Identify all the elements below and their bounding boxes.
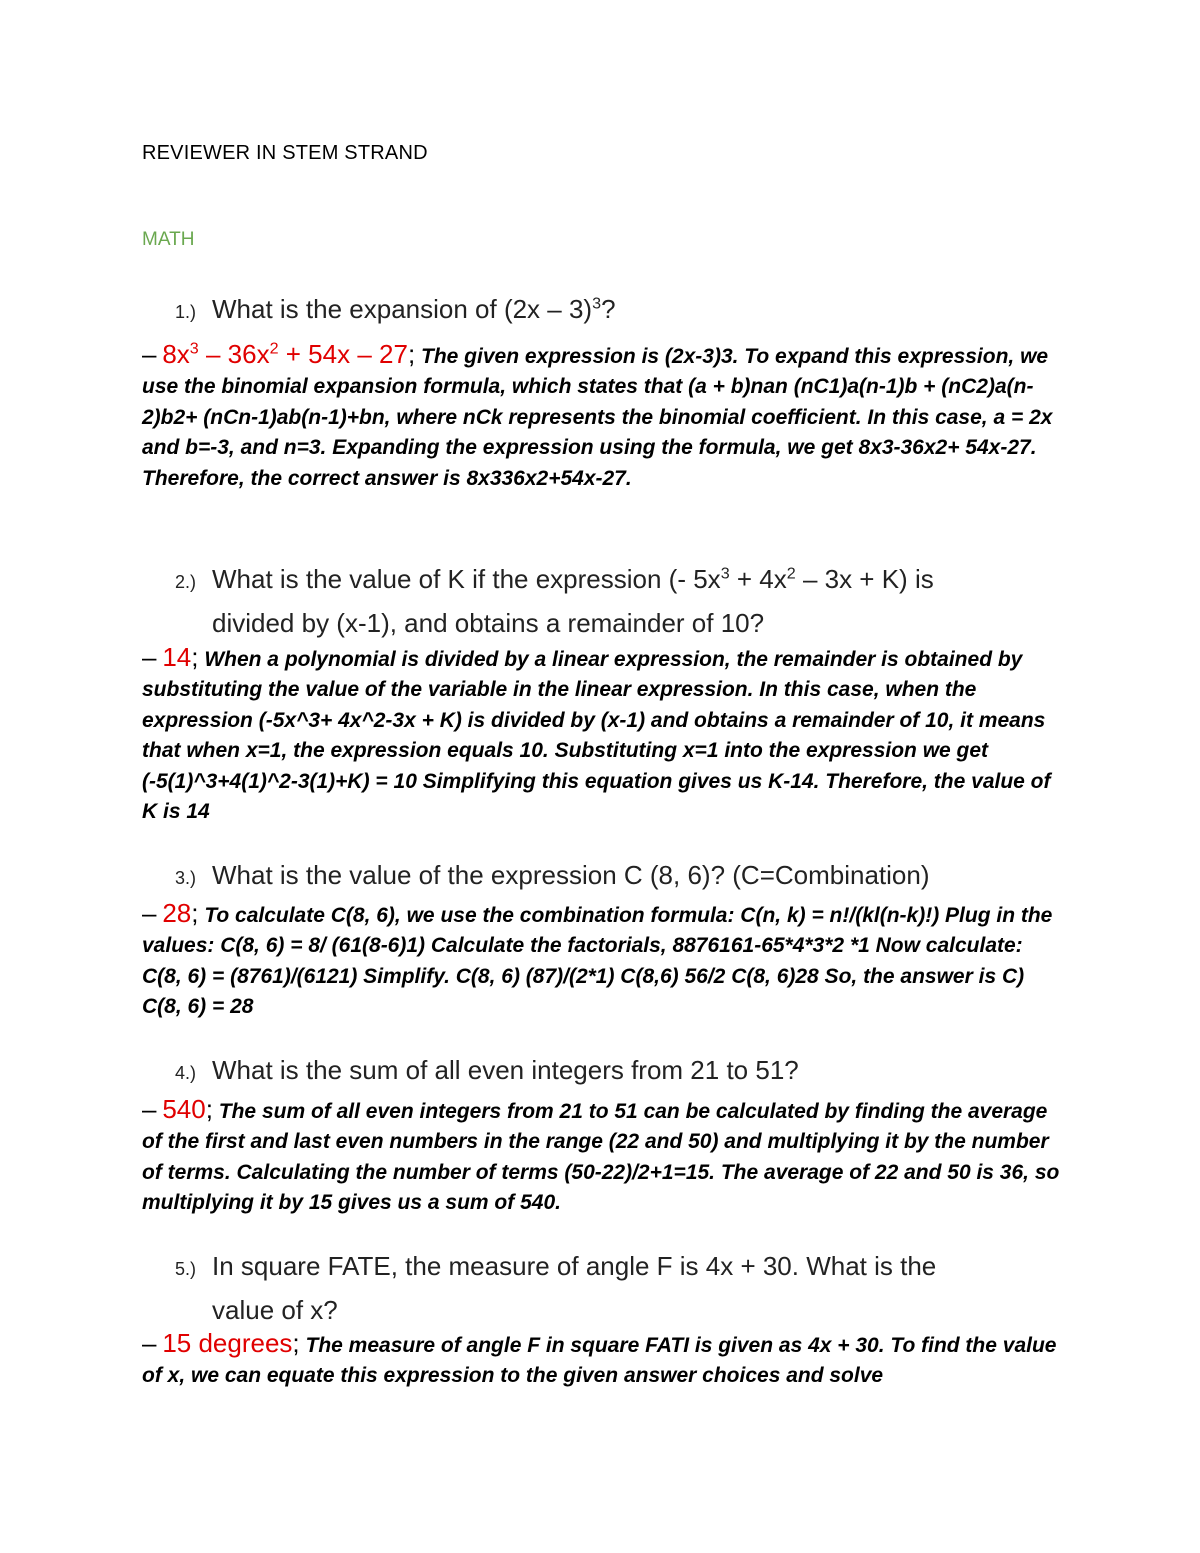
question-3	[175, 855, 1055, 899]
question-number: 2.)	[175, 572, 197, 592]
answer-semicolon: ;	[191, 642, 199, 672]
question-5	[175, 1246, 1055, 1331]
question-text: What is the value of K if the expression (- 5x	[212, 564, 721, 594]
question-text: What is the sum of all even integers from 21 to 51?	[212, 1055, 799, 1085]
answer-explanation: The measure of angle F in square FATI is given as 4x + 30. To find the value of x, we can equate this expression to the given answer choices and solve	[142, 1334, 1057, 1388]
answer-4	[142, 1094, 1062, 1219]
answer-dash: –	[142, 1094, 157, 1124]
answer-semicolon: ;	[205, 1094, 213, 1124]
answer-dash: –	[142, 339, 157, 369]
answer-2	[142, 642, 1062, 827]
question-1	[175, 289, 1055, 333]
exponent: 3	[592, 294, 602, 313]
answer-5	[142, 1328, 1062, 1392]
answer-explanation: The sum of all even integers from 21 to 51 can be calculated by finding the average of the first and last even numbers in the range (22 and 50) and multiplying it by the number of terms. Calculating the number of terms (50-22)/2+1=15. The average of 22 and 50 is 36, so multiplying it by 15 gives us a sum of 540.	[142, 1100, 1060, 1215]
page-title: REVIEWER IN STEM STRAND	[142, 142, 428, 164]
answer-dash: –	[142, 642, 157, 672]
question-number: 4.)	[175, 1063, 197, 1083]
answer-explanation: When a polynomial is divided by a linear expression, the remainder is obtained by substituting the value of the variable in the linear expression. In this case, when the expression (-5x^3+ 4x^2-3x + K) is divided by (x-1) and obtains a remainder of 10, it means that when x=1, the expression equals 10. Substituting x=1 into the expression we get (-5(1)^3+4(1)^2-3(1)+K) = 10 Simplifying this equation gives us K-14. Therefore, the value of K is 14	[142, 648, 1051, 824]
answer-dash: –	[142, 898, 157, 928]
answer-3	[142, 898, 1062, 1023]
question-number: 1.)	[175, 302, 197, 322]
section-heading-math: MATH	[142, 229, 195, 250]
question-number: 5.)	[175, 1259, 197, 1279]
question-text: ?	[601, 294, 616, 324]
question-text: value of x?	[212, 1295, 338, 1325]
answer-value: 14	[162, 642, 192, 672]
answer-explanation: To calculate C(8, 6), we use the combination formula: C(n, k) = n!/(kl(n-k)!) Plug in the values: C(8, 6) = 8/ (61(8-6)1) Calculate the factorials, 8876161-65*4*3*2 *1 Now calculate: C(8, 6) = (8761)/(6121) Simplify. C(8, 6) (87)/(2*1) C(8,6) 56/2 C(8, 6)28 So, the answer is C) C(8, 6) = 28	[142, 904, 1053, 1019]
question-number: 3.)	[175, 868, 197, 888]
exponent: 3	[720, 564, 730, 583]
answer-value: 28	[162, 898, 192, 928]
question-2: 2.) What is the value of K if the expression (- $5x^3 + 4x^2 - 3x + K$) is divided by (x-1), and obtains a remainder of 10?	[175, 559, 1055, 644]
question-text: What is the value of the expression C (8, 6)? (C=Combination)	[212, 860, 930, 890]
answer-semicolon: ;	[292, 1328, 300, 1358]
answer-value: $8x^3 - 36x^2 + 54x - 27$	[162, 339, 408, 369]
question-text: divided by (x-1), and obtains a remainder of 10?	[212, 608, 765, 638]
answer-dash: –	[142, 1328, 157, 1358]
question-text: In square FATE, the measure of angle F is 4x + 30. What is the	[212, 1251, 937, 1281]
exponent: 2	[786, 564, 796, 583]
answer-semicolon: ;	[191, 898, 199, 928]
question-4	[175, 1050, 1055, 1094]
answer-1	[142, 339, 1062, 494]
question-text: What is the expansion of (2x – 3)	[212, 294, 593, 324]
answer-semicolon: ;	[407, 339, 416, 369]
answer-explanation: The given expression is (2x-3)3. To expand this expression, we use the binomial expansion formula, which states that (a + b)nan (nC1)a(n-1)b + (nC2)a(n-2)b2+ (nCn-1)ab(n-1)+bn, where nCk represents the binomial coefficient. In this case, a = 2x and b=-3, and n=3. Expanding the expression using the formula, we get 8x3-36x2+ 54x-27. Therefore, the correct answer is 8x336x2+54x-27.	[142, 345, 1053, 490]
answer-value: 15 degrees	[162, 1328, 293, 1358]
answer-value: 540	[162, 1094, 206, 1124]
